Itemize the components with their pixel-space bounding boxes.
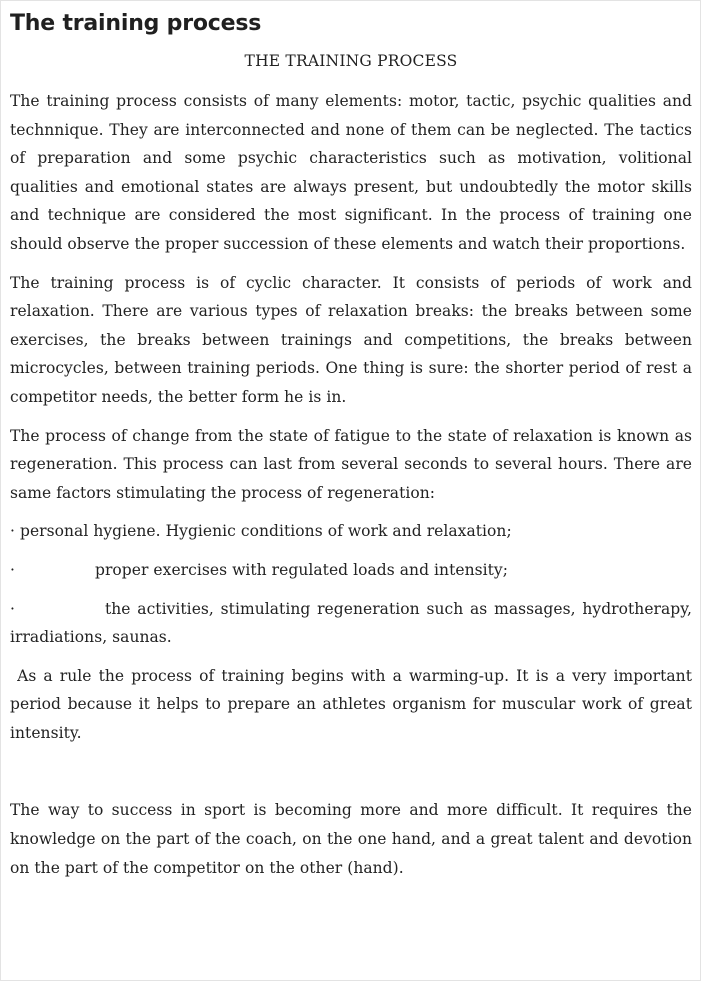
paragraph-success: The way to success in sport is becoming more and more difficult. It requires the knowledge on the part of the coach, on the one hand, and a great talent and devotion on the part of the competitor on the other (hand). — [10, 801, 692, 877]
page-title: The training process — [10, 11, 262, 36]
bullet-marker: · — [10, 560, 15, 579]
list-item — [10, 556, 692, 585]
list-item — [10, 517, 692, 546]
blank-line — [10, 757, 692, 796]
bullet-marker: · — [10, 599, 15, 618]
paragraph-training-elements: The training process consists of many elements: motor, tactic, psychic qualities and technnique. They are interconnected and none of them can be neglected. The tactics of preparation and some psychic characteristics such as motivation, volitional qualities and emotional states are always present, but undoubtedly the motor skills and technique are considered the most significant. In the process of training one should observe the proper succession of these elements and watch their proportions. — [10, 92, 692, 253]
bullet-marker: · — [10, 522, 15, 541]
list-item — [10, 595, 692, 652]
paragraph-cyclic-character: The training process is of cyclic character. It consists of periods of work and relaxation. There are various types of relaxation breaks: the breaks between some exercises, the breaks between trainings and competitions, the breaks between microcycles, between training periods. One thing is sure: the shorter period of rest a competitor needs, the better form he is in. — [10, 273, 692, 406]
list-item-text: proper exercises with regulated loads and intensity; — [94, 560, 508, 579]
paragraph-warming-up: As a rule the process of training begins with a warming-up. It is a very important period because it helps to prepare an athletes organism for muscular work of great intensity. — [10, 666, 697, 742]
list-item-text: personal hygiene. Hygienic conditions of work and relaxation; — [19, 522, 512, 541]
list-item-text: the activities, stimulating regeneration such as massages, hydrotherapy, irradiations, saunas. — [10, 599, 692, 647]
section-heading: THE TRAINING PROCESS — [244, 52, 458, 70]
paragraph-regeneration: The process of change from the state of fatigue to the state of relaxation is known as regeneration. This process can last from several seconds to several hours. There are same factors stimulating the process of regeneration: — [10, 426, 692, 502]
